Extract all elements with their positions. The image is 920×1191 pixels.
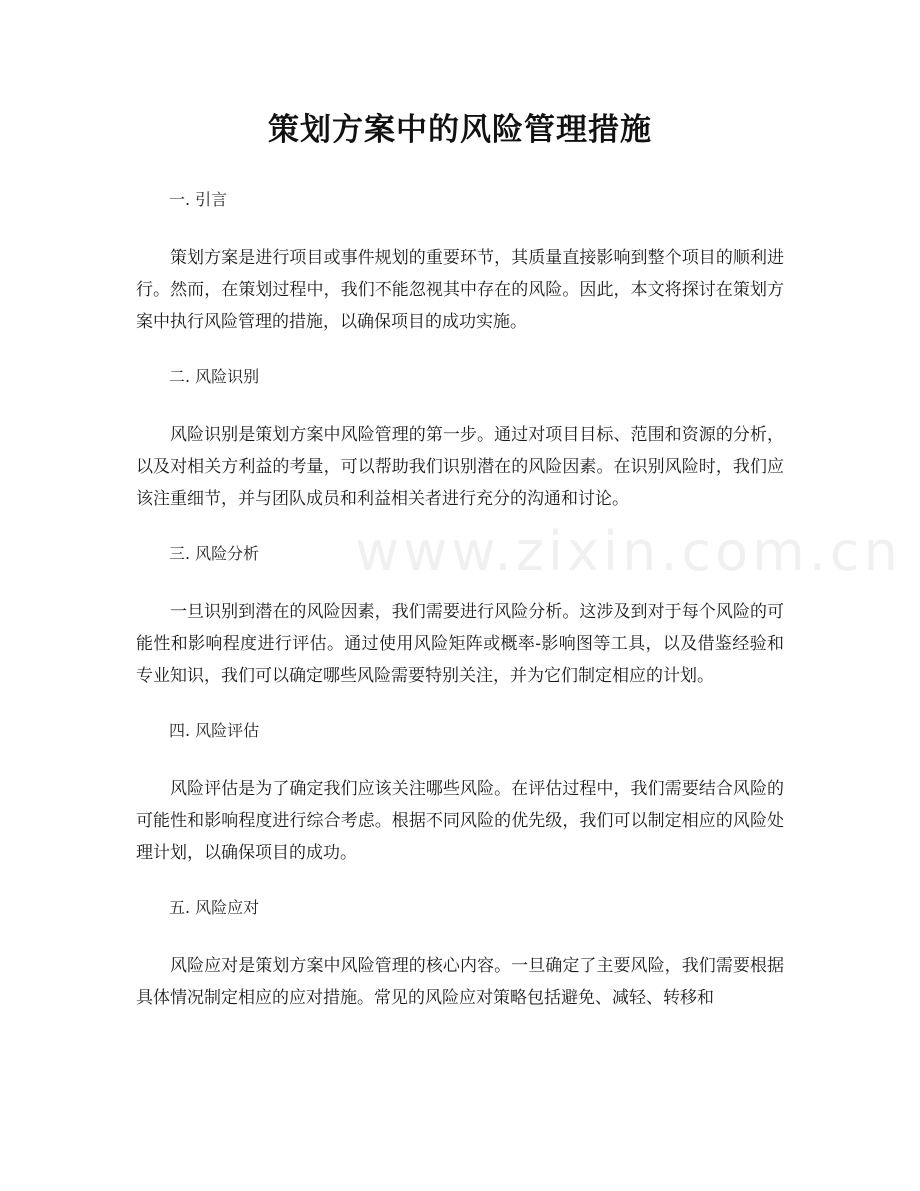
section-heading-introduction: 一. 引言 <box>169 190 228 209</box>
section-heading-risk-response: 五. 风险应对 <box>169 898 260 917</box>
section-heading-risk-assessment: 四. 风险评估 <box>169 721 260 740</box>
section-paragraph-introduction: 策划方案是进行项目或事件规划的重要环节，其质量直接影响到整个项目的顺利进行。然而，在策划过程中，我们不能忽视其中存在的风险。因此，本文将探讨在策划方案中执行风险管理的措施，以确保项目的成功实施。 <box>136 248 784 332</box>
section-heading-risk-analysis: 三. 风险分析 <box>169 544 260 563</box>
section-paragraph-risk-assessment: 风险评估是为了确定我们应该关注哪些风险。在评估过程中，我们需要结合风险的可能性和影响程度进行综合考虑。根据不同风险的优先级，我们可以制定相应的风险处理计划，以确保项目的成功。 <box>136 779 784 863</box>
document-body <box>136 186 784 1014</box>
document-title: 策划方案中的风险管理措施 <box>268 112 652 148</box>
section-paragraph-risk-response: 风险应对是策划方案中风险管理的核心内容。一旦确定了主要风险，我们需要根据具体情况制定相应的应对措施。常见的风险应对策略包括避免、减轻、转移和 <box>136 956 784 1008</box>
section-heading-risk-identification: 二. 风险识别 <box>169 367 260 386</box>
watermark: www.zixin.com.cn <box>355 520 902 583</box>
section-paragraph-risk-analysis: 一旦识别到潜在的风险因素，我们需要进行风险分析。这涉及到对于每个风险的可能性和影响程度进行评估。通过使用风险矩阵或概率-影响图等工具，以及借鉴经验和专业知识，我们可以确定哪些风险需要特别关注，并为它们制定相应的计划。 <box>136 602 784 686</box>
section-paragraph-risk-identification: 风险识别是策划方案中风险管理的第一步。通过对项目目标、范围和资源的分析，以及对相关方利益的考量，可以帮助我们识别潜在的风险因素。在识别风险时，我们应该注重细节，并与团队成员和利益相关者进行充分的沟通和讨论。 <box>136 425 784 509</box>
